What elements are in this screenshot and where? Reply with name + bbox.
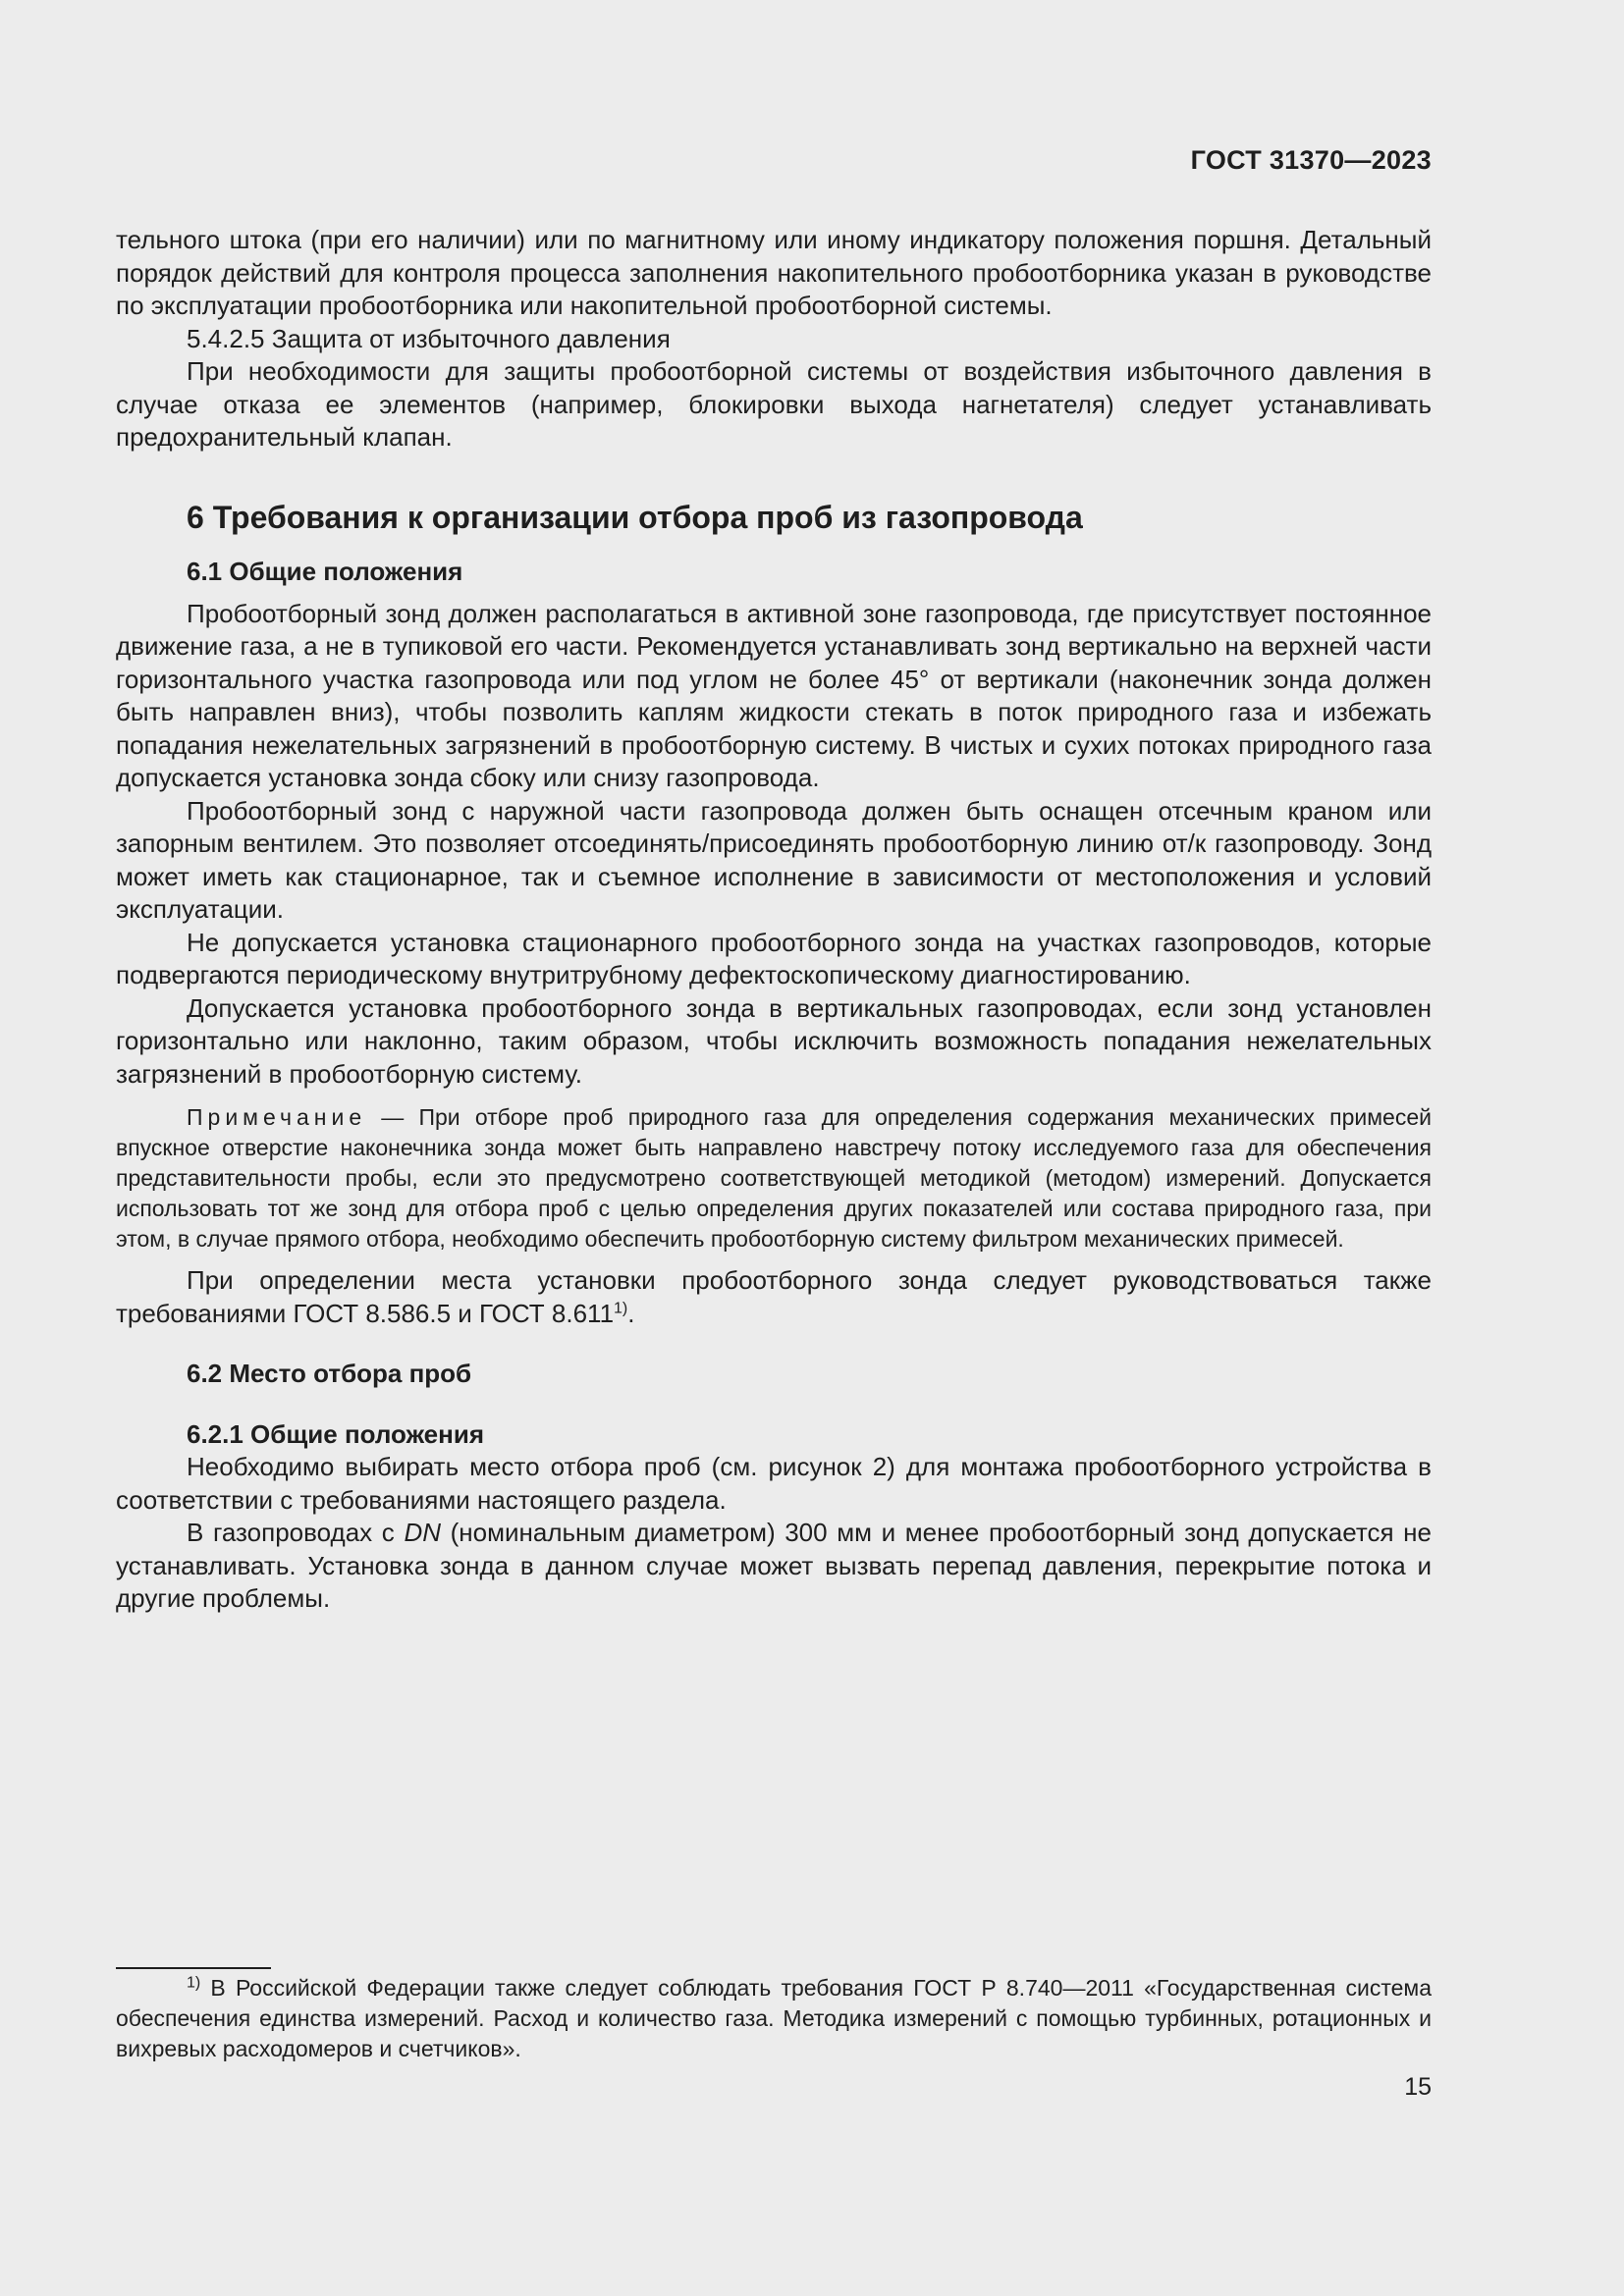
footnote: [116, 1973, 1432, 2064]
paragraph: Пробоотборный зонд должен располагаться в активной зоне газопровода, где присутствует постоянное движение газа, а не в тупиковой его части. Рекомендуется устанавливать зонд вертикально на верхней части горизонтального участка газопровода или под углом не более 45° от вертикали (наконечник зонда должен быть направлен вниз), чтобы позволить каплям жидкости стекать в поток природного газа и избежать попадания нежелательных загрязнений в пробоотборную систему. В чистых и сухих потоках природного газа допускается установка зонда сбоку или снизу газопровода.: [116, 598, 1432, 792]
section-title: 6 Требования к организации отбора проб из газопровода: [187, 499, 1083, 535]
note: [116, 1102, 1432, 1255]
page-number: 15: [1404, 2073, 1432, 2101]
footnote-marker: 1): [187, 1974, 201, 1992]
document-code: ГОСТ 31370—2023: [1190, 145, 1432, 175]
paragraph: Необходимо выбирать место отбора проб (см. рисунок 2) для монтажа пробоотборного устройства в соответствии с требованиями настоящего раздела.: [116, 1452, 1432, 1515]
paragraph-end: .: [627, 1298, 635, 1328]
subsubsection-title: 6.2.1 Общие положения: [187, 1418, 484, 1449]
footnote-ref[interactable]: 1): [614, 1299, 628, 1316]
document-body: [116, 224, 1432, 1616]
note-label: Примечание: [187, 1104, 367, 1130]
footnote-divider: [116, 1967, 271, 1969]
document-page: [116, 0, 1432, 2296]
subsection-title: 6.2 Место отбора проб: [187, 1359, 472, 1388]
subsection-title: 6.1 Общие положения: [187, 556, 463, 586]
paragraph: Не допускается установка стационарного пробоотборного зонда на участках газопроводов, которые подвергаются периодическому внутритрубному дефектоскопическому диагностированию.: [116, 927, 1432, 989]
paragraph: При необходимости для защиты пробоотборной системы от воздействия избыточного давления в случае отказа ее элементов (например, блокировки выхода нагнетателя) следует устанавливать предохранительный клапан.: [116, 356, 1432, 452]
paragraph-text: В газопроводах с: [187, 1518, 405, 1547]
paragraph: Допускается установка пробоотборного зонда в вертикальных газопроводах, если зонд установлен горизонтально или наклонно, таким образом, чтобы исключить возможность попадания нежелательных загрязнений в пробоотборную систему.: [116, 992, 1432, 1089]
paragraph-text: При определении места установки пробоотборного зонда следует руководствоваться также требованиями ГОСТ 8.586.5 и ГОСТ 8.611: [116, 1265, 1432, 1328]
clause-heading: 5.4.2.5 Защита от избыточного давления: [187, 323, 671, 353]
paragraph: [116, 1517, 1432, 1616]
note-text: — При отборе проб природного газа для определения содержания механических примесей впускное отверстие наконечника зонда может быть направлено навстречу потоку исследуемого газа для обеспечения представительности пробы, если это предусмотрено соответствующей методикой (методом) измерений. Допускается использовать тот же зонд для отбора проб с целью определения других показателей или состава природного газа, при этом, в случае прямого отбора, необходимо обеспечить пробоотборную систему фильтром механических примесей.: [116, 1104, 1432, 1252]
paragraph: тельного штока (при его наличии) или по магнитному или иному индикатору положения поршня. Детальный порядок действий для контроля процесса заполнения накопительного пробоотборника указан в руководстве по эксплуатации пробоотборника или накопительной пробоотборной системы.: [116, 225, 1432, 320]
paragraph: Пробоотборный зонд с наружной части газопровода должен быть оснащен отсечным краном или запорным вентилем. Это позволяет отсоединять/присоединять пробоотборную линию от/к газопроводу. Зонд может иметь как стационарное, так и съемное исполнение в зависимости от местоположения и условий эксплуатации.: [116, 795, 1432, 924]
dn-term: DN: [404, 1518, 442, 1547]
footnote-text: В Российской Федерации также следует соблюдать требования ГОСТ Р 8.740—2011 «Государственная система обеспечения единства измерений. Расход и количество газа. Методика измерений с помощью турбинных, ротационных и вихревых расходомеров и счетчиков».: [116, 1975, 1432, 2061]
paragraph-text: (номинальным диаметром) 300 мм и менее пробоотборный зонд допускается не устанавливать. Установка зонда в данном случае может вызвать перепад давления, перекрытие потока и другие проблемы.: [116, 1518, 1432, 1613]
paragraph: [116, 1264, 1432, 1330]
